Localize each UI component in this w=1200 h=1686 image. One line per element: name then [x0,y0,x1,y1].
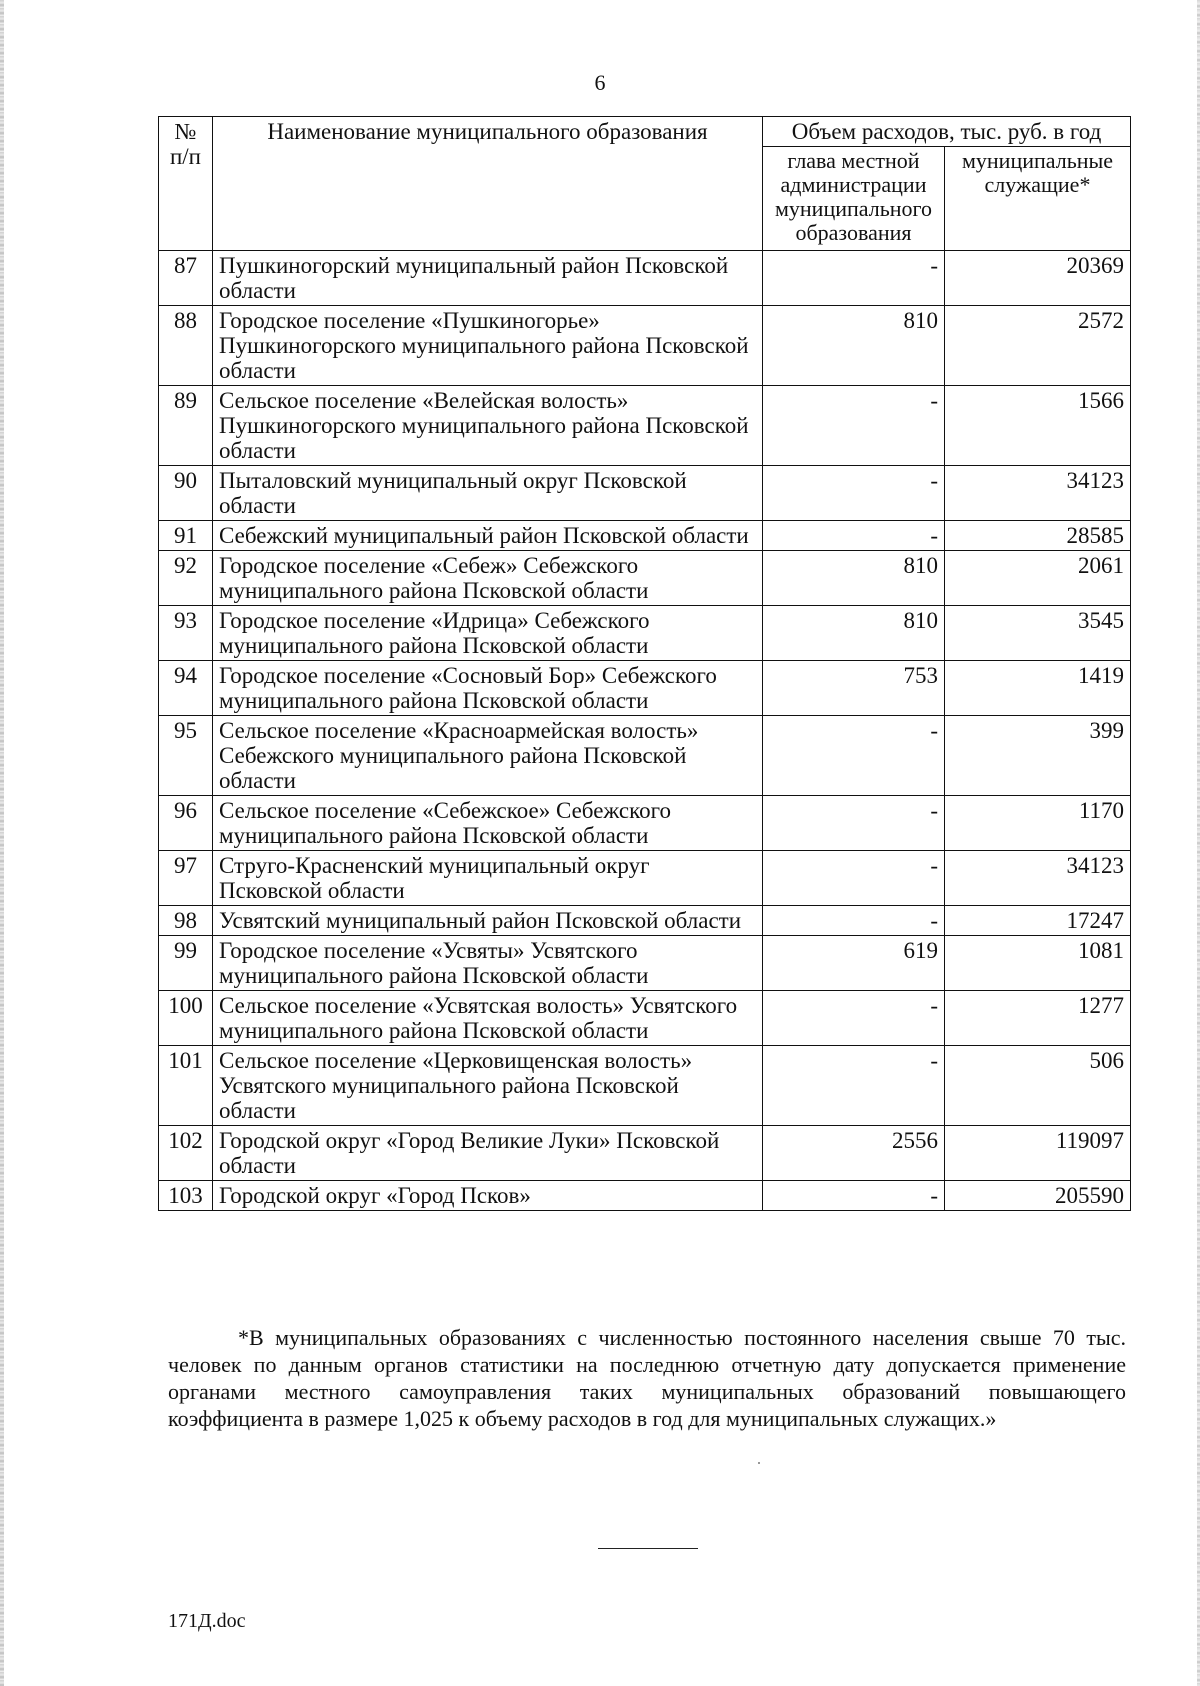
row-head-value: - [763,251,945,306]
row-staff-value: 1419 [945,661,1131,716]
row-number: 88 [159,306,213,386]
table-row [159,906,1131,936]
table-row [159,1181,1131,1211]
row-name: Усвятский муниципальный район Псковской области [213,906,763,936]
row-number: 100 [159,991,213,1046]
row-staff-value: 205590 [945,1181,1131,1211]
row-head-value: - [763,716,945,796]
table-row [159,716,1131,796]
row-staff-value: 1277 [945,991,1131,1046]
row-name: Городской округ «Город Великие Луки» Псковской области [213,1126,763,1181]
row-head-value: 810 [763,551,945,606]
table-row [159,936,1131,991]
row-staff-value: 1566 [945,386,1131,466]
row-number: 98 [159,906,213,936]
row-head-value: 810 [763,606,945,661]
header-group: Объем расходов, тыс. руб. в год [763,117,1131,147]
expenses-table [158,116,1131,1211]
row-number: 90 [159,466,213,521]
row-head-value: 753 [763,661,945,716]
row-name: Городское поселение «Себеж» Себежского муниципального района Псковской области [213,551,763,606]
header-name: Наименование муниципального образования [213,117,763,251]
row-name: Сельское поселение «Красноармейская волость» Себежского муниципального района Псковской области [213,716,763,796]
row-name: Струго-Красненский муниципальный округ Псковской области [213,851,763,906]
row-staff-value: 20369 [945,251,1131,306]
row-name: Сельское поселение «Себежское» Себежского муниципального района Псковской области [213,796,763,851]
row-number: 95 [159,716,213,796]
row-staff-value: 17247 [945,906,1131,936]
row-staff-value: 2061 [945,551,1131,606]
table-row [159,851,1131,906]
row-number: 99 [159,936,213,991]
row-staff-value: 1081 [945,936,1131,991]
table-row [159,606,1131,661]
table-row [159,991,1131,1046]
separator-line [598,1548,698,1549]
row-name: Пушкиногорский муниципальный район Псковской области [213,251,763,306]
row-staff-value: 119097 [945,1126,1131,1181]
row-head-value: - [763,521,945,551]
table-row [159,1126,1131,1181]
page-number: 6 [594,70,606,95]
table-row [159,661,1131,716]
table-row [159,551,1131,606]
header-municipal-employees: муниципальные служащие* [945,147,1131,251]
row-name: Себежский муниципальный район Псковской области [213,521,763,551]
row-staff-value: 28585 [945,521,1131,551]
row-number: 96 [159,796,213,851]
row-staff-value: 2572 [945,306,1131,386]
row-number: 93 [159,606,213,661]
row-name: Городское поселение «Усвяты» Усвятского муниципального района Псковской области [213,936,763,991]
row-head-value: - [763,466,945,521]
row-staff-value: 506 [945,1046,1131,1126]
row-number: 103 [159,1181,213,1211]
row-head-value: 619 [763,936,945,991]
row-number: 87 [159,251,213,306]
row-staff-value: 3545 [945,606,1131,661]
row-name: Городское поселение «Пушкиногорье» Пушкиногорского муниципального района Псковской области [213,306,763,386]
row-name: Городское поселение «Сосновый Бор» Себежского муниципального района Псковской области [213,661,763,716]
row-staff-value: 34123 [945,466,1131,521]
row-name: Сельское поселение «Усвятская волость» Усвятского муниципального района Псковской области [213,991,763,1046]
row-name: Пыталовский муниципальный округ Псковской области [213,466,763,521]
row-number: 92 [159,551,213,606]
row-head-value: - [763,796,945,851]
row-head-value: - [763,386,945,466]
document-filename: 171Д.doc [168,1610,246,1632]
table-header-row [159,117,1131,147]
table-row [159,386,1131,466]
row-head-value: 810 [763,306,945,386]
row-number: 97 [159,851,213,906]
row-number: 94 [159,661,213,716]
table-row [159,521,1131,551]
row-staff-value: 399 [945,716,1131,796]
row-head-value: - [763,906,945,936]
row-number: 89 [159,386,213,466]
row-name: Городское поселение «Идрица» Себежского муниципального района Псковской области [213,606,763,661]
row-head-value: - [763,991,945,1046]
table-row [159,796,1131,851]
table-row [159,306,1131,386]
row-staff-value: 34123 [945,851,1131,906]
row-head-value: 2556 [763,1126,945,1181]
row-number: 91 [159,521,213,551]
row-number: 102 [159,1126,213,1181]
row-number: 101 [159,1046,213,1126]
row-head-value: - [763,1181,945,1211]
row-name: Сельское поселение «Церковищенская волость» Усвятского муниципального района Псковской области [213,1046,763,1126]
row-head-value: - [763,1046,945,1126]
row-name: Городской округ «Город Псков» [213,1181,763,1211]
footnote: *В муниципальных образованиях с численностью постоянного населения свыше 70 тыс. человек по данным органов статистики на последнюю отчетную дату допускается применение органами местного самоуправления таких муниципальных образований повышающего коэффициента в размере 1,025 к объему расходов в год для муниципальных служащих.» [168,1325,1126,1431]
row-name: Сельское поселение «Велейская волость» Пушкиногорского муниципального района Псковской области [213,386,763,466]
row-head-value: - [763,851,945,906]
table-row [159,1046,1131,1126]
scan-edge-left [0,0,4,1686]
header-head-of-administration: глава местной администрации муниципального образования [763,147,945,251]
scan-speck [758,1462,760,1464]
table-row [159,466,1131,521]
row-staff-value: 1170 [945,796,1131,851]
table-row [159,251,1131,306]
header-num: № п/п [159,117,213,251]
